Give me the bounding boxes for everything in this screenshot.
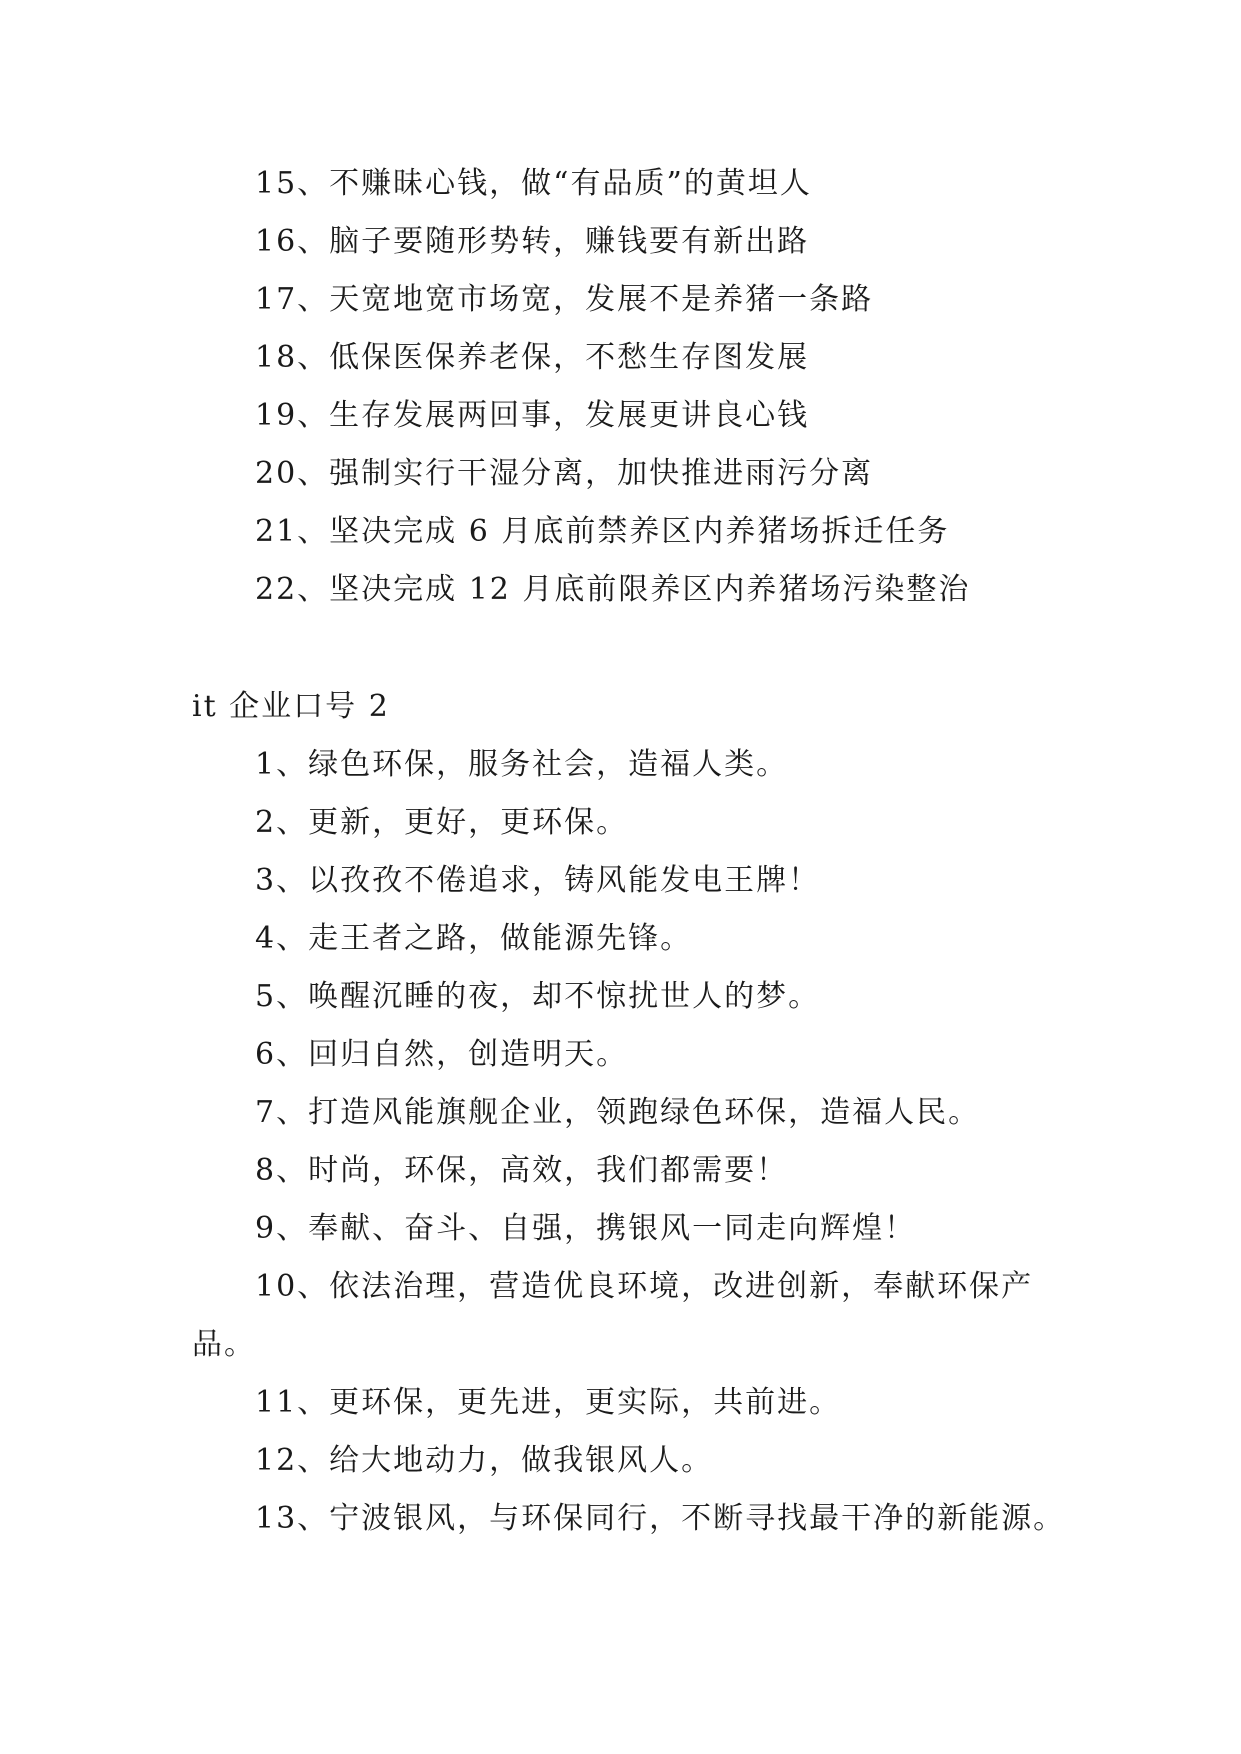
list-item: 4、走王者之路，做能源先锋。 xyxy=(255,921,693,956)
list-item: 6、回归自然，创造明天。 xyxy=(255,1037,629,1072)
list-item: 22、坚决完成 12 月底前限养区内养猪场污染整治 xyxy=(255,572,971,607)
list-item: 8、时尚，环保，高效，我们都需要！ xyxy=(255,1153,789,1188)
list-item: 15、不赚昧心钱，做“有品质”的黄坦人 xyxy=(255,166,812,201)
list-item: 7、打造风能旗舰企业，领跑绿色环保，造福人民。 xyxy=(255,1095,981,1130)
list-item: 5、唤醒沉睡的夜，却不惊扰世人的梦。 xyxy=(255,979,821,1014)
section-heading: it 企业口号 2 xyxy=(192,689,390,724)
list-item: 11、更环保，更先进，更实际，共前进。 xyxy=(255,1385,842,1420)
list-item: 1、绿色环保，服务社会，造福人类。 xyxy=(255,747,789,782)
list-item-continuation: 品。 xyxy=(192,1327,256,1362)
list-item: 10、依法治理，营造优良环境，改进创新，奉献环保产 xyxy=(255,1269,1034,1304)
list-item: 3、以孜孜不倦追求，铸风能发电王牌！ xyxy=(255,863,821,898)
list-item: 13、宁波银风，与环保同行，不断寻找最干净的新能源。 xyxy=(255,1501,1066,1536)
list-item: 2、更新，更好，更环保。 xyxy=(255,805,629,840)
list-item: 16、脑子要随形势转，赚钱要有新出路 xyxy=(255,224,810,259)
list-item: 19、生存发展两回事，发展更讲良心钱 xyxy=(255,398,810,433)
list-item: 9、奉献、奋斗、自强，携银风一同走向辉煌！ xyxy=(255,1211,917,1246)
list-item: 12、给大地动力，做我银风人。 xyxy=(255,1443,714,1478)
list-item: 21、坚决完成 6 月底前禁养区内养猪场拆迁任务 xyxy=(255,514,950,549)
list-item: 18、低保医保养老保，不愁生存图发展 xyxy=(255,340,810,375)
list-item: 20、强制实行干湿分离，加快推进雨污分离 xyxy=(255,456,874,491)
list-item: 17、天宽地宽市场宽，发展不是养猪一条路 xyxy=(255,282,874,317)
